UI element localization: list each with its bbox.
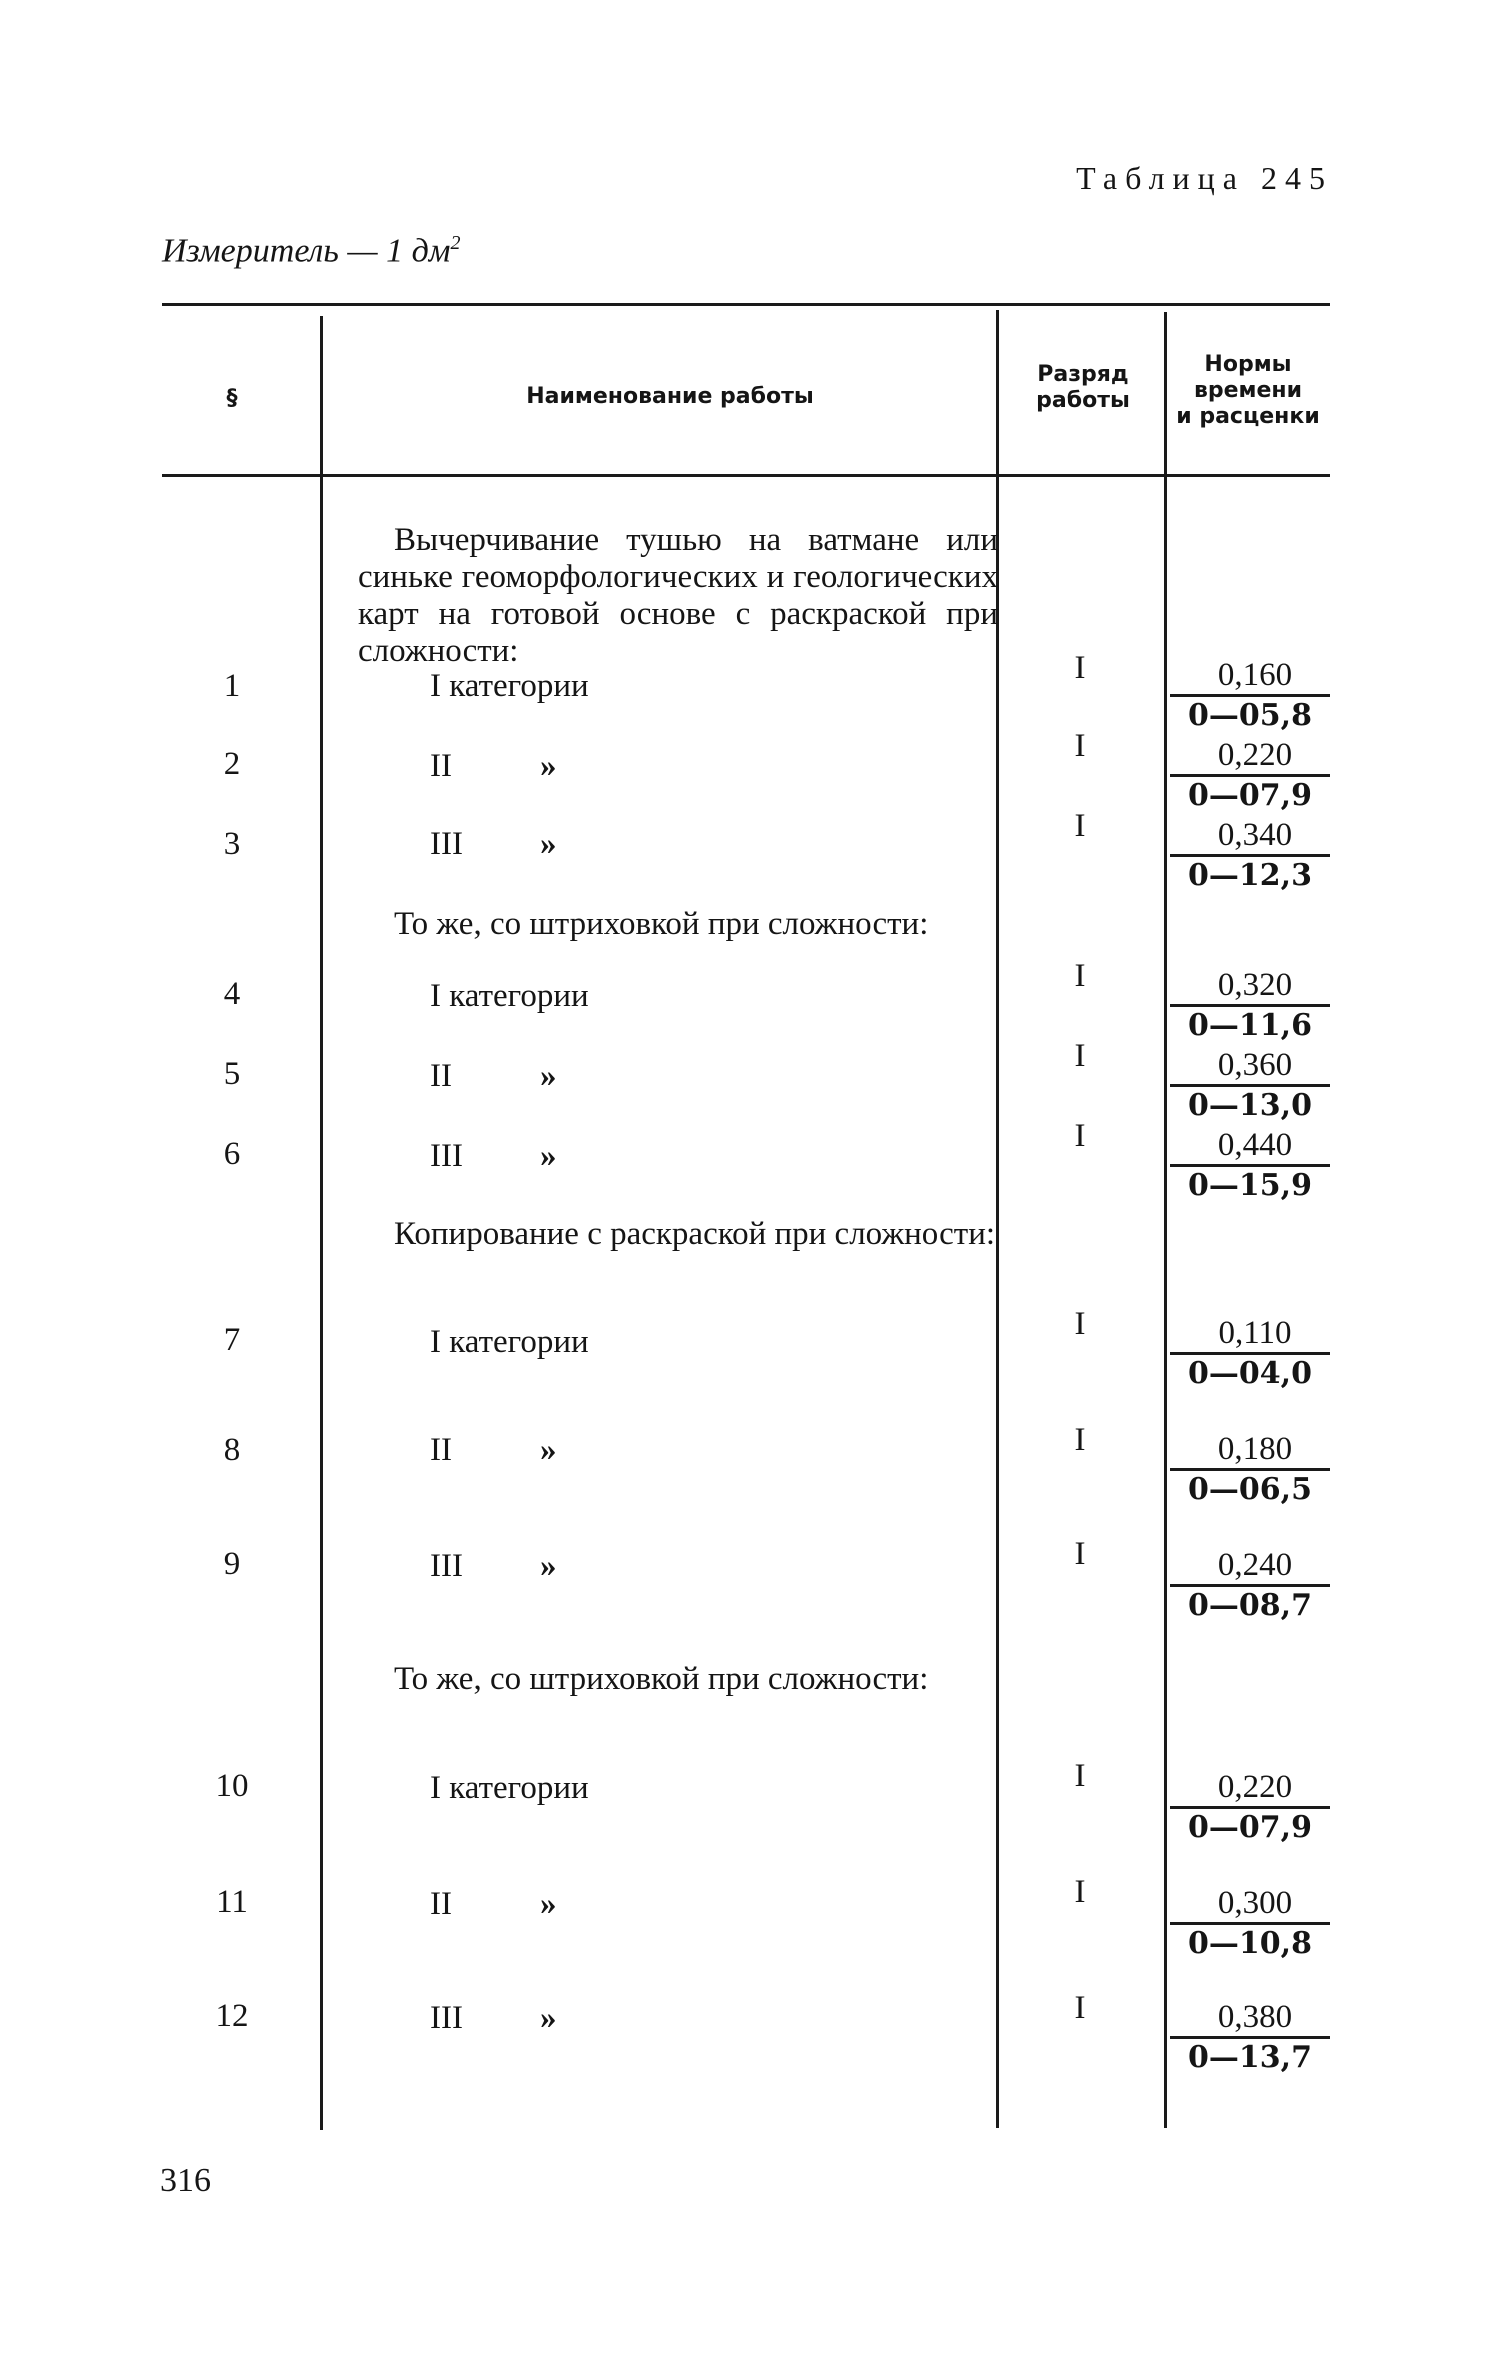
group-description-2: То же, со штриховкой при сложности: bbox=[394, 906, 929, 942]
row-norm bbox=[1170, 1046, 1330, 1125]
ditto-mark: » bbox=[540, 1548, 557, 1584]
row-norm bbox=[1170, 1768, 1330, 1847]
row-item bbox=[430, 1432, 557, 1469]
row-norm bbox=[1170, 1126, 1330, 1205]
row-norm bbox=[1170, 1998, 1330, 2077]
norm-time: 0,340 bbox=[1170, 816, 1330, 857]
norm-time: 0,220 bbox=[1170, 1768, 1330, 1809]
norm-time: 0,440 bbox=[1170, 1126, 1330, 1167]
header-bottom-rule bbox=[162, 474, 1330, 477]
row-item-label: III bbox=[430, 2000, 463, 2036]
row-grade: I bbox=[1074, 1038, 1086, 1074]
norm-time: 0,160 bbox=[1170, 656, 1330, 697]
norm-rate: 0—12,3 bbox=[1188, 858, 1312, 893]
page-number: 316 bbox=[160, 2162, 211, 2199]
ditto-mark: » bbox=[540, 2000, 557, 2036]
norm-time: 0,360 bbox=[1170, 1046, 1330, 1087]
measure-unit bbox=[162, 232, 461, 270]
row-norm bbox=[1170, 736, 1330, 815]
row-number: 6 bbox=[223, 1136, 241, 1172]
header-name: Наименование работы bbox=[526, 384, 814, 409]
row-number: 9 bbox=[223, 1546, 241, 1582]
row-grade: I bbox=[1074, 958, 1086, 994]
row-item-label: I категории bbox=[430, 1770, 589, 1806]
group-description-4: То же, со штриховкой при сложности: bbox=[394, 1661, 929, 1697]
row-number: 10 bbox=[215, 1768, 249, 1804]
header-grade: Разряд работы bbox=[1036, 362, 1130, 413]
row-number: 12 bbox=[215, 1998, 249, 2034]
row-number: 7 bbox=[223, 1322, 241, 1358]
row-norm bbox=[1170, 1884, 1330, 1963]
row-number: 8 bbox=[223, 1432, 241, 1468]
norm-time: 0,380 bbox=[1170, 1998, 1330, 2039]
norm-rate: 0—11,6 bbox=[1188, 1008, 1312, 1043]
norm-rate: 0—07,9 bbox=[1188, 1810, 1312, 1845]
ditto-mark: » bbox=[540, 1058, 557, 1094]
norm-rate: 0—04,0 bbox=[1188, 1356, 1312, 1391]
norm-rate: 0—05,8 bbox=[1188, 698, 1312, 733]
ditto-mark: » bbox=[540, 826, 557, 862]
row-grade: I bbox=[1074, 650, 1086, 686]
row-number: 4 bbox=[223, 976, 241, 1012]
ditto-mark: » bbox=[540, 748, 557, 784]
header-section: § bbox=[226, 386, 238, 411]
norm-time: 0,320 bbox=[1170, 966, 1330, 1007]
row-item bbox=[430, 748, 557, 785]
norm-time: 0,300 bbox=[1170, 1884, 1330, 1925]
ditto-mark: » bbox=[540, 1886, 557, 1922]
header-norms: Нормы времени и расценки bbox=[1176, 352, 1320, 429]
measure-exponent: 2 bbox=[450, 232, 461, 254]
row-item bbox=[430, 1058, 557, 1095]
row-item-label: I категории bbox=[430, 668, 589, 704]
norm-rate: 0—13,0 bbox=[1188, 1088, 1312, 1123]
row-item-label: II bbox=[430, 1886, 452, 1922]
norm-rate: 0—15,9 bbox=[1188, 1168, 1312, 1203]
row-norm bbox=[1170, 966, 1330, 1045]
norm-rate: 0—13,7 bbox=[1188, 2040, 1312, 2075]
row-grade: I bbox=[1074, 1118, 1086, 1154]
row-grade: I bbox=[1074, 1874, 1086, 1910]
row-grade: I bbox=[1074, 1990, 1086, 2026]
group-description-1: Вычерчивание тушью на ватмане или синьке геоморфологических и геологических карт на готовой основе с раскраской при сложности: bbox=[358, 522, 998, 669]
norm-time: 0,220 bbox=[1170, 736, 1330, 777]
group-description-3: Копирование с раскраской при сложности: bbox=[394, 1216, 996, 1252]
row-grade: I bbox=[1074, 1758, 1086, 1794]
norm-rate: 0—07,9 bbox=[1188, 778, 1312, 813]
row-grade: I bbox=[1074, 728, 1086, 764]
norm-time: 0,110 bbox=[1170, 1314, 1330, 1355]
table-title: Таблица 245 bbox=[1076, 160, 1333, 196]
row-item bbox=[430, 1770, 589, 1807]
row-item-label: III bbox=[430, 826, 463, 862]
row-number: 11 bbox=[216, 1884, 248, 1920]
row-item-label: III bbox=[430, 1138, 463, 1174]
row-number: 2 bbox=[223, 746, 241, 782]
column-divider-3 bbox=[1164, 312, 1167, 2128]
row-item-label: I категории bbox=[430, 1324, 589, 1360]
norm-rate: 0—06,5 bbox=[1188, 1472, 1312, 1507]
row-item-label: I категории bbox=[430, 978, 589, 1014]
row-item bbox=[430, 978, 589, 1015]
ditto-mark: » bbox=[540, 1432, 557, 1468]
norm-rate: 0—10,8 bbox=[1188, 1926, 1312, 1961]
row-grade: I bbox=[1074, 1306, 1086, 1342]
row-norm bbox=[1170, 1314, 1330, 1393]
row-norm bbox=[1170, 656, 1330, 735]
row-item bbox=[430, 1548, 557, 1585]
row-grade: I bbox=[1074, 808, 1086, 844]
row-item-label: II bbox=[430, 1432, 452, 1468]
row-number: 1 bbox=[223, 668, 241, 704]
row-grade: I bbox=[1074, 1536, 1086, 1572]
row-item-label: II bbox=[430, 1058, 452, 1094]
row-norm bbox=[1170, 1546, 1330, 1625]
row-item bbox=[430, 826, 557, 863]
row-item bbox=[430, 1324, 589, 1361]
row-item bbox=[430, 668, 589, 705]
measure-text: Измеритель — 1 дм bbox=[162, 232, 451, 270]
row-item-label: II bbox=[430, 748, 452, 784]
norm-time: 0,240 bbox=[1170, 1546, 1330, 1587]
row-norm bbox=[1170, 816, 1330, 895]
row-grade: I bbox=[1074, 1422, 1086, 1458]
table-top-rule bbox=[162, 303, 1330, 306]
row-norm bbox=[1170, 1430, 1330, 1509]
row-item-label: III bbox=[430, 1548, 463, 1584]
row-number: 5 bbox=[223, 1056, 241, 1092]
row-number: 3 bbox=[223, 826, 241, 862]
norm-rate: 0—08,7 bbox=[1188, 1588, 1312, 1623]
ditto-mark: » bbox=[540, 1138, 557, 1174]
row-item bbox=[430, 1138, 557, 1175]
row-item bbox=[430, 1886, 557, 1923]
norm-time: 0,180 bbox=[1170, 1430, 1330, 1471]
column-divider-1 bbox=[320, 316, 323, 2130]
row-item bbox=[430, 2000, 557, 2037]
